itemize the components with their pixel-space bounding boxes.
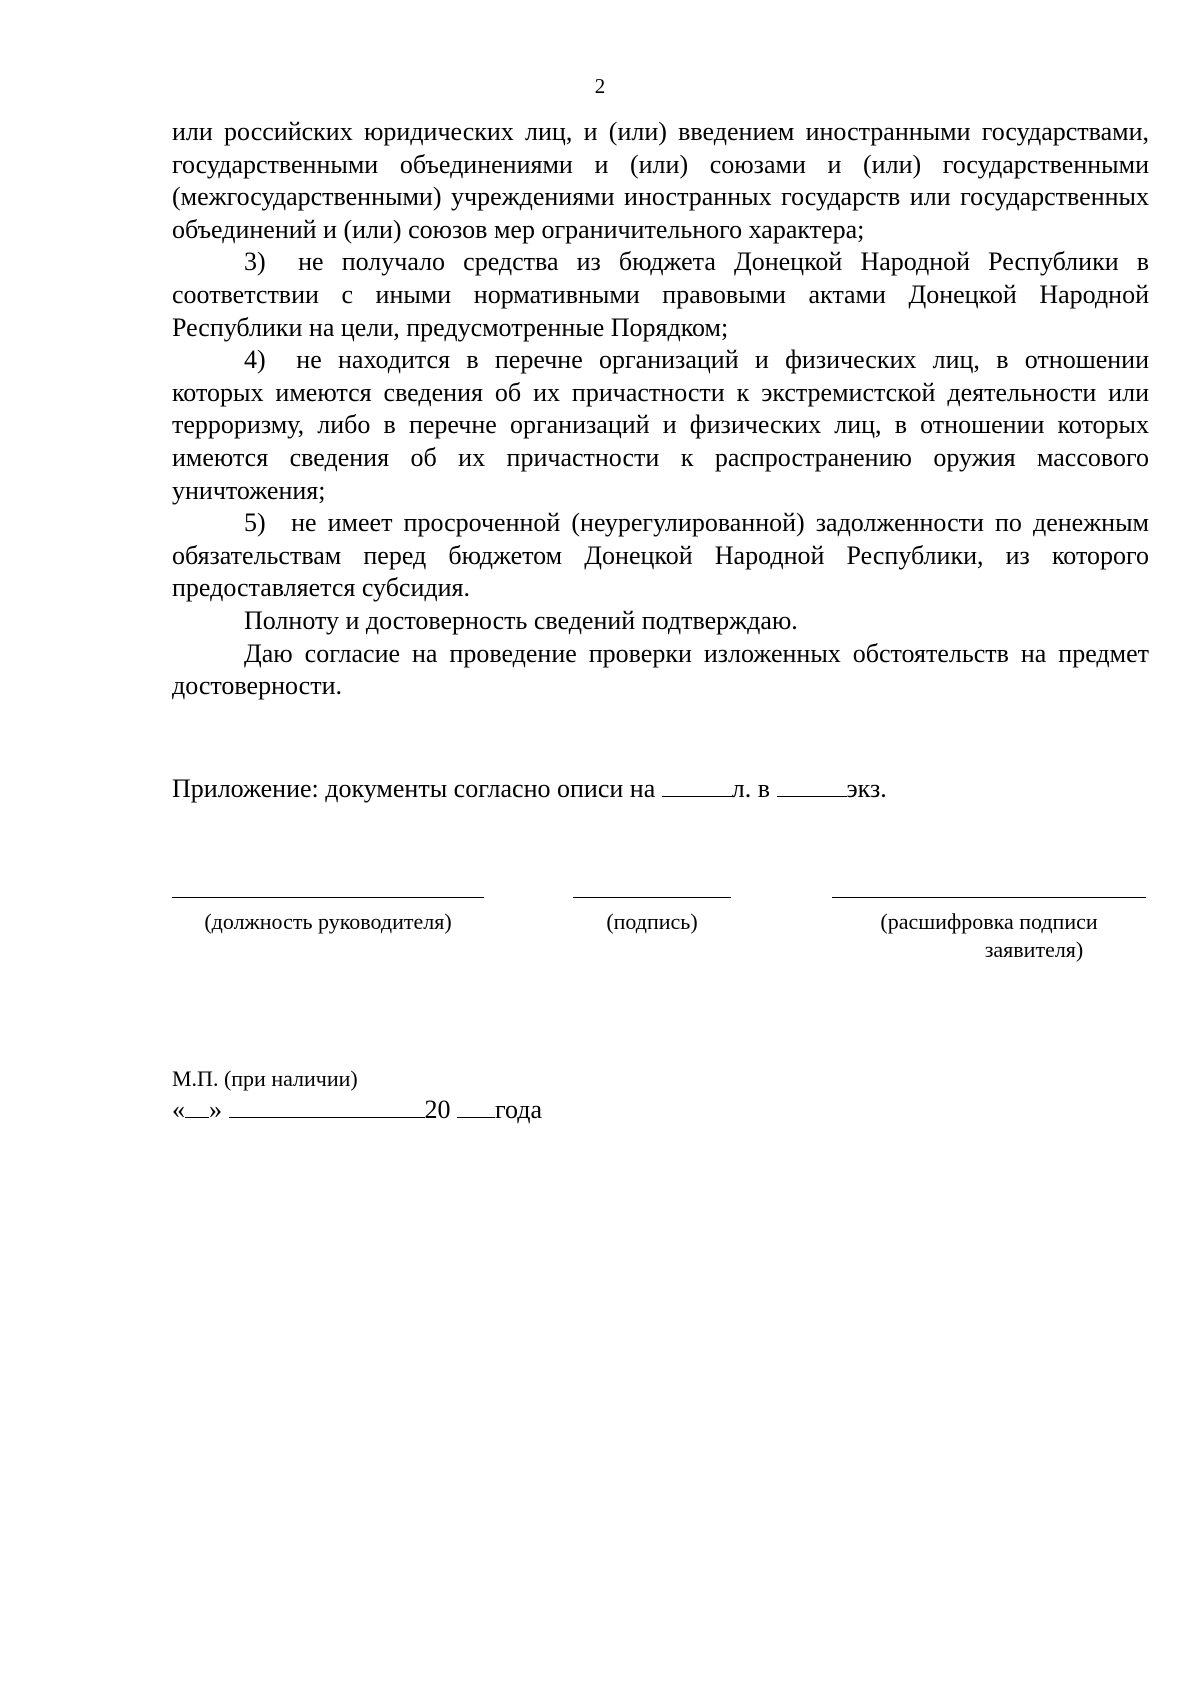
stamp-label: М.П. (при наличии) — [172, 1066, 358, 1091]
document-body — [172, 116, 1149, 703]
decoding-caption-line1: (расшифровка подписи — [880, 909, 1098, 934]
page-number: 2 — [594, 74, 606, 98]
list-item-5-text: не имеет просроченной (неурегулированной) задолженности по денежным обязательствам перед бюджетом Донецкой Народной Республики, из которого предоставляется субсидия. — [172, 508, 1150, 603]
sheets-count-field[interactable] — [662, 774, 732, 797]
list-item-3-text: не получало средства из бюджета Донецкой Народной Республики в соответствии с иными нормативными правовыми актами Донецкой Народной Республики на цели, предусмотренные Порядком; — [172, 247, 1150, 342]
date-year-word: года — [495, 1095, 543, 1124]
copies-count-field[interactable] — [777, 774, 847, 797]
year-field[interactable] — [457, 1095, 495, 1118]
date-open-quote: « — [172, 1095, 185, 1124]
paragraph-restrictions: или российских юридических лиц, и (или) введением иностранными государствами, государственными объединениями и (или) союзами и (или) государственными (межгосударственными) учреждениями иностранных государств или государственных объединений и (или) союзов мер ограничительного характера; — [172, 117, 1149, 244]
date-century: 20 — [424, 1095, 451, 1124]
list-item-5 — [172, 507, 1149, 605]
day-field[interactable] — [185, 1095, 209, 1118]
list-item-3 — [172, 246, 1149, 344]
decoding-caption-line2: заявителя) — [984, 937, 1084, 962]
consent-paragraph: Даю согласие на проведение проверки изложенных обстоятельств на предмет достоверности. — [172, 638, 1149, 701]
date-line — [172, 1094, 542, 1126]
month-field[interactable] — [229, 1095, 425, 1118]
position-caption: (должность руководителя) — [204, 909, 452, 934]
list-item-5-number: 5) — [244, 508, 266, 538]
appendix-prefix: Приложение: документы согласно описи на — [172, 774, 656, 803]
decoding-caption — [832, 908, 1146, 964]
list-item-4-text: не находится в перечне организаций и физических лиц, в отношении которых имеются сведения об их причастности к экстремистской деятельности или терроризму, либо в перечне организаций и физических лиц, в отношении которых имеются сведения об их причастности к распространению оружия массового уничтожения; — [172, 345, 1149, 505]
confirmation-paragraph: Полноту и достоверность сведений подтверждаю. — [244, 605, 798, 635]
appendix-line — [172, 773, 887, 805]
date-close-quote: » — [209, 1095, 222, 1124]
appendix-copies-suffix: экз. — [846, 774, 887, 803]
position-signature-line[interactable] — [172, 897, 484, 898]
list-item-3-number: 3) — [244, 247, 266, 277]
list-item-4-number: 4) — [244, 345, 266, 375]
decoding-signature-line[interactable] — [832, 897, 1146, 898]
list-item-4 — [172, 344, 1149, 507]
signature-caption: (подпись) — [606, 909, 698, 934]
appendix-sheets-suffix: л. в — [731, 774, 771, 803]
signature-line[interactable] — [573, 897, 731, 898]
